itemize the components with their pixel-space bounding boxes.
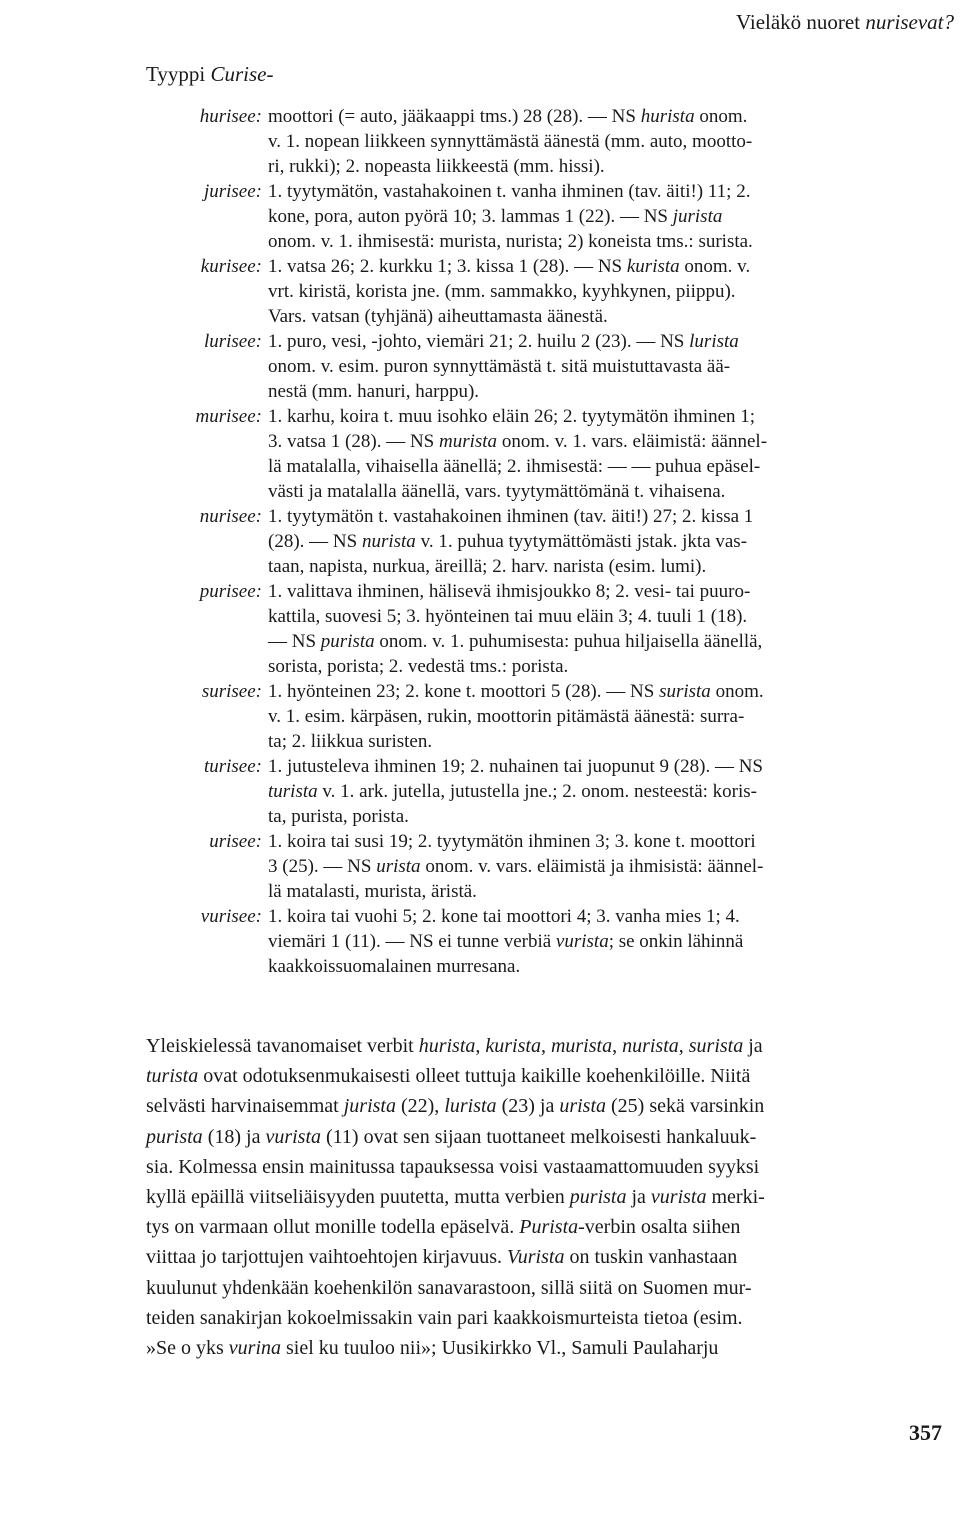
definition-line: sorista, porista; 2. vedestä tms.: porista. bbox=[268, 656, 569, 677]
entry-definition bbox=[268, 504, 958, 579]
running-header-italic: nurisevat? bbox=[865, 10, 954, 34]
definition-line: viemäri 1 (11). — NS ei tunne verbiä vurista; se onkin lähinnä bbox=[268, 931, 744, 952]
definition-line: 1. koira tai vuohi 5; 2. kone tai moottori 4; 3. vanha mies 1; 4. bbox=[268, 906, 740, 927]
definition-line: 3 (25). — NS urista onom. v. vars. eläimistä ja ihmisistä: äännel- bbox=[268, 856, 764, 877]
definition-line: 1. jutusteleva ihminen 19; 2. nuhainen tai juopunut 9 (28). — NS bbox=[268, 756, 763, 777]
definition-line: ta, purista, porista. bbox=[268, 806, 409, 827]
entry-definition bbox=[268, 404, 958, 504]
definition-line: 1. puro, vesi, -johto, viemäri 21; 2. huilu 2 (23). — NS lurista bbox=[268, 331, 739, 352]
definition-line: ri, rukki); 2. nopeasta liikkeestä (mm. hissi). bbox=[268, 156, 605, 177]
definition-line: lä matalasti, murista, äristä. bbox=[268, 881, 477, 902]
definition-line: — NS purista onom. v. 1. puhumisesta: puhua hiljaisella äänellä, bbox=[268, 631, 763, 652]
definition-line: nestä (mm. hanuri, harppu). bbox=[268, 381, 480, 402]
entry-definition bbox=[268, 579, 958, 679]
definition-line: onom. v. 1. ihmisestä: murista, nurista; 2) koneista tms.: surista. bbox=[268, 231, 753, 252]
definition-line: moottori (= auto, jääkaappi tms.) 28 (28). — NS hurista onom. bbox=[268, 106, 748, 127]
paragraph-line: »Se o yks vurina siel ku tuuloo nii»; Uusikirkko Vl., Samuli Paulaharju bbox=[146, 1336, 719, 1359]
entry-term: lurisee: bbox=[203, 331, 262, 352]
entry-term: murisee: bbox=[195, 406, 262, 427]
definition-line: västi ja matalalla äänellä, vars. tyytymättömänä t. vihaisena. bbox=[268, 481, 726, 502]
definition-line: v. 1. nopean liikkeen synnyttämästä äänestä (mm. auto, mootto- bbox=[268, 131, 753, 152]
entry-definition bbox=[268, 254, 958, 329]
paragraph-line: purista (18) ja vurista (11) ovat sen sijaan tuottaneet melkoisesti hankaluuk- bbox=[146, 1125, 757, 1148]
entry-definition bbox=[268, 754, 958, 829]
definition-line: turista v. 1. ark. jutella, jutustella jne.; 2. onom. nesteestä: koris- bbox=[268, 781, 757, 802]
entry-term: purisee: bbox=[199, 581, 262, 602]
definition-line: (28). — NS nurista v. 1. puhua tyytymättömästi jstak. jkta vas- bbox=[268, 531, 748, 552]
definition-line: Vars. vatsan (tyhjänä) aiheuttamasta äänestä. bbox=[268, 306, 608, 327]
definition-line: v. 1. esim. kärpäsen, rukin, moottorin pitämästä äänestä: surra- bbox=[268, 706, 745, 727]
section-title bbox=[146, 62, 273, 87]
section-title-plain: Tyyppi bbox=[146, 62, 211, 86]
paragraph-line: teiden sanakirjan kokoelmissakin vain pari kaakkoismurteista tietoa (esim. bbox=[146, 1306, 743, 1329]
definition-line: onom. v. esim. puron synnyttämästä t. sitä muistuttavasta ää- bbox=[268, 356, 731, 377]
definition-line: 1. valittava ihminen, hälisevä ihmisjoukko 8; 2. vesi- tai puuro- bbox=[268, 581, 751, 602]
definition-line: 1. koira tai susi 19; 2. tyytymätön ihminen 3; 3. kone t. moottori bbox=[268, 831, 756, 852]
definition-line: 1. tyytymätön, vastahakoinen t. vanha ihminen (tav. äiti!) 11; 2. bbox=[268, 181, 751, 202]
entry-term: hurisee: bbox=[199, 106, 262, 127]
definition-line: 3. vatsa 1 (28). — NS murista onom. v. 1. vars. eläimistä: äännel- bbox=[268, 431, 768, 452]
body-paragraph bbox=[146, 1031, 958, 1363]
definition-line: ta; 2. liikkua suristen. bbox=[268, 731, 433, 752]
page-number: 357 bbox=[909, 1420, 942, 1445]
entry-term: vurisee: bbox=[200, 906, 262, 927]
definition-line: 1. tyytymätön t. vastahakoinen ihminen (tav. äiti!) 27; 2. kissa 1 bbox=[268, 506, 754, 527]
entry-definition bbox=[268, 104, 958, 179]
paragraph-line: Yleiskielessä tavanomaiset verbit hurista, kurista, murista, nurista, surista ja bbox=[146, 1035, 763, 1057]
definition-line: 1. vatsa 26; 2. kurkku 1; 3. kissa 1 (28). — NS kurista onom. v. bbox=[268, 256, 751, 277]
entry-term: urisee: bbox=[209, 831, 262, 852]
entry-definition bbox=[268, 329, 958, 404]
definition-line: kone, pora, auton pyörä 10; 3. lammas 1 (22). — NS jurista bbox=[268, 206, 723, 227]
definition-line: kaakkoissuomalainen murresana. bbox=[268, 956, 521, 977]
entry-definition bbox=[268, 679, 958, 754]
paragraph-line: kyllä epäillä viitseliäisyyden puutetta, mutta verbien purista ja vurista merki- bbox=[146, 1185, 765, 1208]
paragraph-line: sia. Kolmessa ensin mainitussa tapauksessa voisi vastaamattomuuden syyksi bbox=[146, 1155, 760, 1178]
paragraph-line: selvästi harvinaisemmat jurista (22), lurista (23) ja urista (25) sekä varsinkin bbox=[146, 1095, 765, 1118]
entry-term: nurisee: bbox=[199, 506, 262, 527]
entry-term: kurisee: bbox=[200, 256, 262, 277]
paragraph-line: viittaa jo tarjottujen vaihtoehtojen kirjavuus. Vurista on tuskin vanhastaan bbox=[146, 1246, 738, 1269]
definition-line: 1. karhu, koira t. muu isohko eläin 26; 2. tyytymätön ihminen 1; bbox=[268, 406, 756, 427]
running-header bbox=[736, 10, 954, 35]
definition-line: lä matalalla, vihaisella äänellä; 2. ihmisestä: — — puhua epäsel- bbox=[268, 456, 761, 477]
definition-line: vrt. kiristä, korista jne. (mm. sammakko, kyyhkynen, piippu). bbox=[268, 281, 736, 302]
paragraph-line: kuulunut yhdenkään koehenkilön sanavarastoon, sillä siitä on Suomen mur- bbox=[146, 1276, 752, 1299]
section-title-italic: Curise- bbox=[210, 62, 274, 86]
paragraph-line: turista ovat odotuksenmukaisesti olleet tuttuja kaikille koehenkilöille. Niitä bbox=[146, 1065, 751, 1088]
running-header-plain: Vieläkö nuoret bbox=[735, 10, 866, 34]
entry-term: turisee: bbox=[203, 756, 262, 777]
entry-term: surisee: bbox=[201, 681, 262, 702]
entry-term: jurisee: bbox=[203, 181, 262, 202]
definition-line: 1. hyönteinen 23; 2. kone t. moottori 5 (28). — NS surista onom. bbox=[268, 681, 764, 702]
definition-line: taan, napista, nurkua, äreillä; 2. harv. narista (esim. lumi). bbox=[268, 556, 707, 577]
paragraph-line: tys on varmaan ollut monille todella epäselvä. Purista-verbin osalta siihen bbox=[146, 1216, 741, 1239]
definition-line: kattila, suovesi 5; 3. hyönteinen tai muu eläin 3; 4. tuuli 1 (18). bbox=[268, 606, 748, 627]
entry-definition bbox=[268, 829, 958, 904]
entry-definition bbox=[268, 904, 958, 979]
entry-definition bbox=[268, 179, 958, 254]
